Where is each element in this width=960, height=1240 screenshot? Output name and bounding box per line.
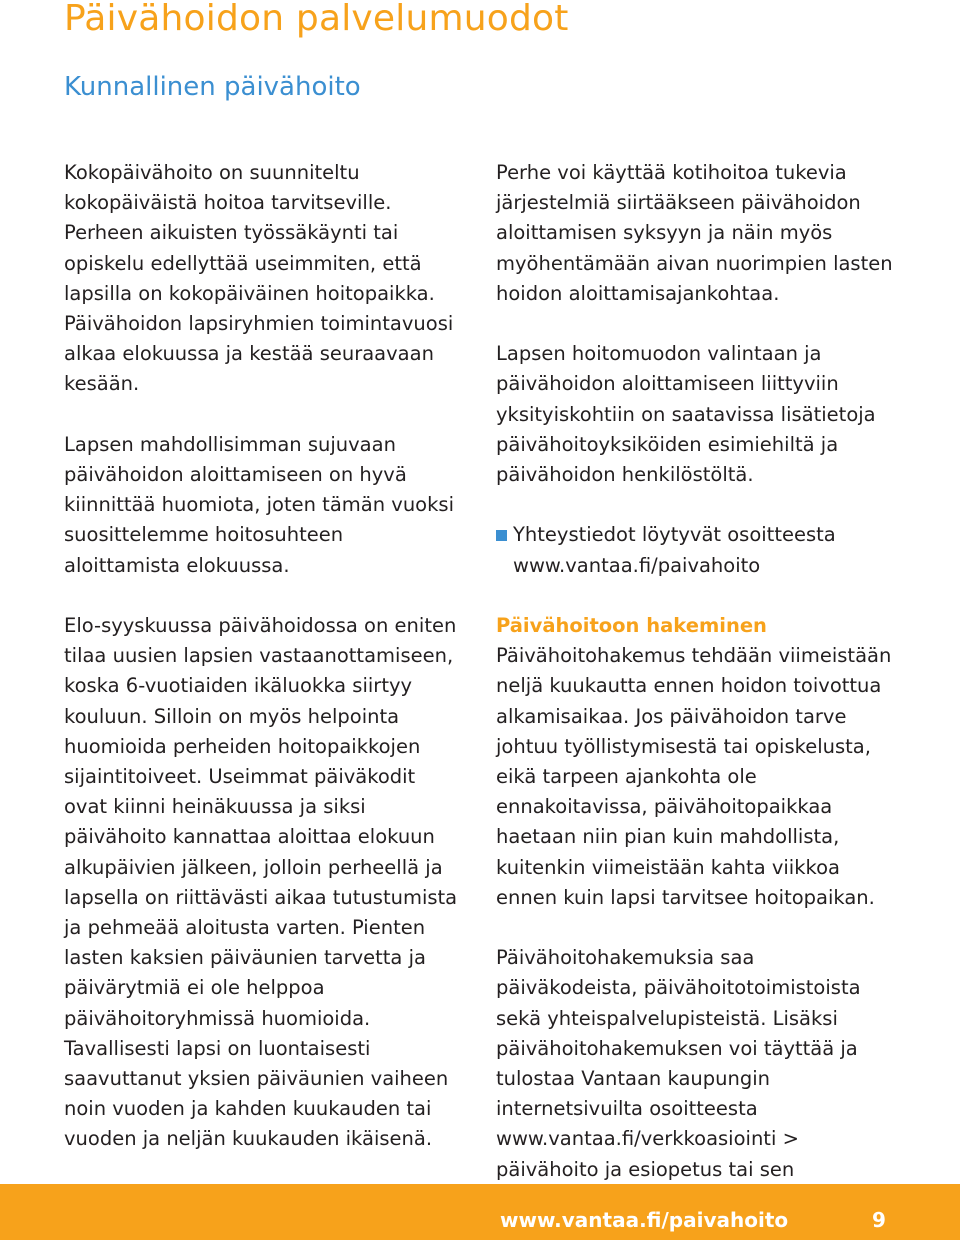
- page-number: 9: [872, 1208, 886, 1232]
- paragraph-full-day-care: Kokopäivähoito on suunniteltu kokopäiväistä hoitoa tarvitseville. Perheen aikuisten työssäkäynti tai opiskelu edellyttää useimmiten, että lapsilla on kokopäiväinen hoitopaikka. Päivähoidon lapsiryhmien toimintavuosi alkaa elokuussa ja kestää seuraavaan kesään.: [64, 161, 454, 396]
- page-title: Päivähoidon palvelumuodot: [64, 0, 569, 39]
- contact-note-text: Yhteystiedot löytyvät osoitteesta www.vantaa.fi/paivahoito: [513, 523, 836, 577]
- footer-url-link[interactable]: www.vantaa.fi/paivahoito: [500, 1208, 789, 1232]
- right-column: [496, 158, 896, 1215]
- paragraph-autumn-admissions: Elo-syyskuussa päivähoidossa on eniten tilaa uusien lapsien vastaanottamiseen, koska 6-vuotiaiden ikäluokka siirtyy kouluun. Silloin on myös helpointa huomioida perheiden hoitopaikkojen sijaintitoiveet. Useimmat päiväkodit ovat kiinni heinäkuussa ja siksi päivähoito kannattaa aloittaa elokuun alkupäivien jälkeen, jolloin perheellä ja lapsella on riittävästi aikaa tutustumista ja pehmeää aloitusta varten. Pienten lasten kaksien päiväunien tarvetta ja päivärytmiä ei ole helppoa päivähoitoryhmissä huomioida. Tavallisesti lapsi on luontaisesti saavuttanut yksien päiväunien vaiheen noin vuoden ja kahden kuukauden tai vuoden ja neljän kuukauden ikäisenä.: [64, 614, 458, 1151]
- contact-note: [496, 520, 896, 580]
- bullet-square-icon: [496, 530, 507, 541]
- paragraph-home-care-support: Perhe voi käyttää kotihoitoa tukevia järjestelmiä siirtääkseen päivähoidon aloittamisen syksyyn ja näin myös myöhentämään aivan nuorimpien lasten hoidon aloittamisajankohtaa.: [496, 161, 893, 305]
- section-heading-applying: Päivähoitoon hakeminen: [496, 614, 767, 637]
- footer-bar: [0, 1184, 960, 1240]
- left-column: [64, 158, 464, 1185]
- paragraph-smooth-start: Lapsen mahdollisimman sujuvaan päivähoidon aloittamiseen on hyvä kiinnittää huomiota, joten tämän vuoksi suosittelemme hoitosuhteen aloittamista elokuussa.: [64, 432, 454, 577]
- paragraph-application-timing: Päivähoitohakemus tehdään viimeistään neljä kuukautta ennen hoidon toivottua alkamisaikaa. Jos päivähoidon tarve johtuu työllistymisestä tai opiskelusta, eikä tarpeen ajankohta ole ennakoitavissa, päivähoitopaikkaa haetaan niin pian kuin mahdollista, kuitenkin viimeistään kahta viikkoa ennen kuin lapsi tarvitsee hoitopaikan.: [496, 644, 892, 909]
- page-subtitle: Kunnallinen päivähoito: [64, 72, 361, 102]
- paragraph-application-forms: Päivähoitohakemuksia saa päiväkodeista, päivähoitotoimistoista sekä yhteispalvelupisteistä. Lisäksi päivähoitohakemuksen voi täyttää ja tulostaa Vantaan kaupungin internetsivuilta osoitteesta www.vantaa.fi/verkkoasiointi > päivähoito ja esiopetus tai sen: [496, 946, 861, 1181]
- paragraph-more-info: Lapsen hoitomuodon valintaan ja päivähoidon aloittamiseen liittyviin yksityiskohtiin on saatavissa lisätietoja päivähoitoyksiköiden esimiehiltä ja päivähoidon henkilöstöltä.: [496, 342, 876, 487]
